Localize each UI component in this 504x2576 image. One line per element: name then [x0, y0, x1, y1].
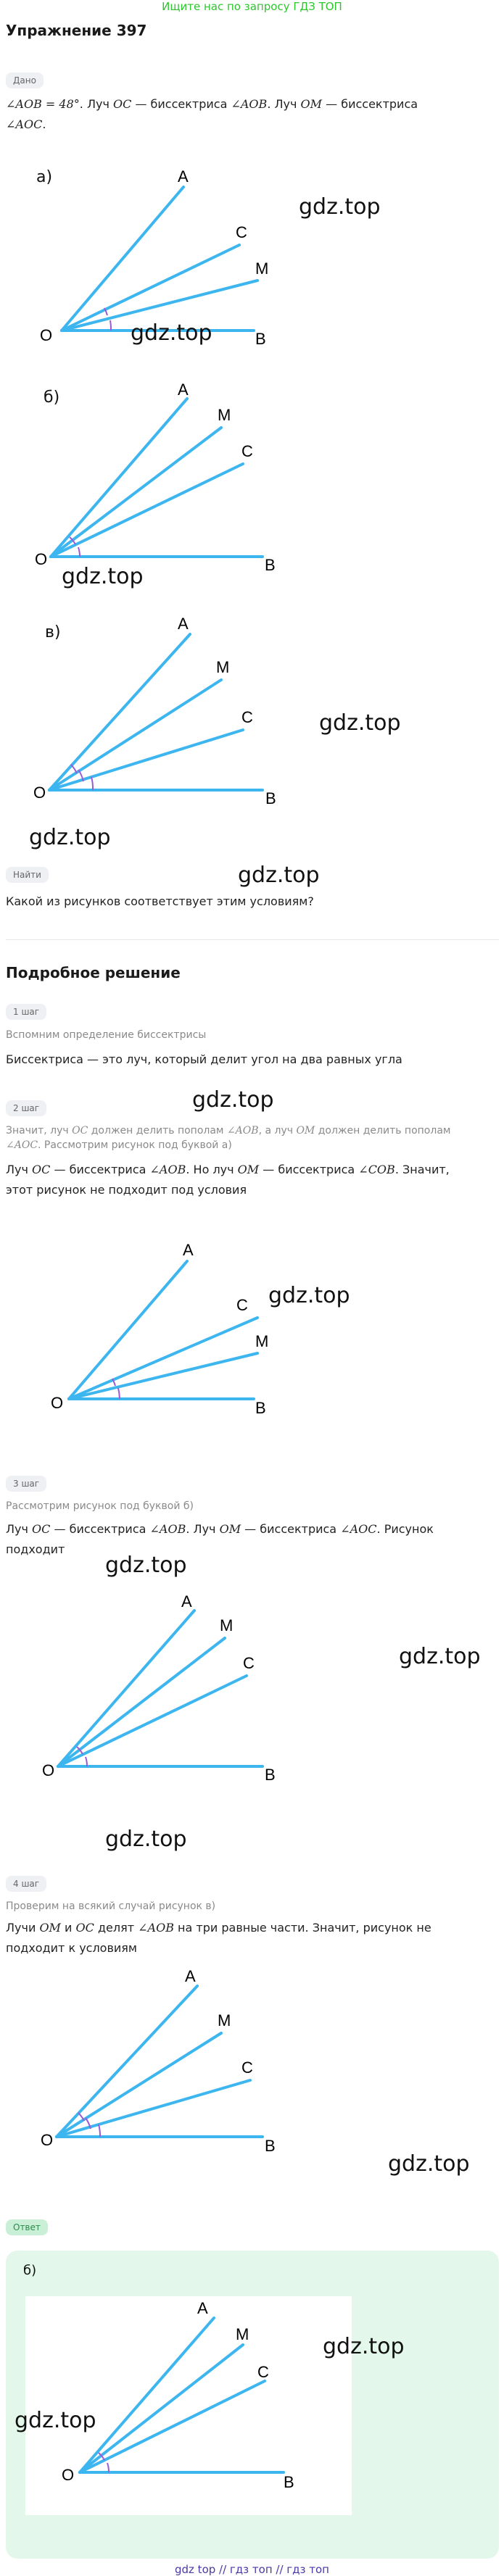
watermark: gdz.top	[299, 194, 381, 220]
text-part: Луч	[6, 1163, 33, 1176]
find-badge: Найти	[6, 867, 49, 883]
label-b: B	[265, 2137, 276, 2155]
step3-badge: 3 шаг	[6, 1476, 46, 1492]
step2-hint	[6, 1123, 499, 1152]
text-part: — биссектриса	[259, 1163, 359, 1176]
label-a: A	[185, 1967, 196, 1985]
label-o: O	[51, 1394, 64, 1412]
math-aoc: ∠AOC	[6, 117, 43, 131]
label-b: B	[255, 1399, 266, 1417]
step4-figure-rays	[57, 1986, 263, 2137]
text-part: — биссектриса	[50, 1522, 150, 1536]
ray-om	[69, 1353, 257, 1399]
label-o: O	[62, 2466, 75, 2484]
label-a: A	[197, 2299, 208, 2317]
figure-b	[0, 373, 504, 583]
label-b: B	[265, 789, 276, 807]
ray-oa	[80, 2318, 214, 2472]
watermark: gdz.top	[192, 1087, 274, 1113]
label-c: C	[243, 1654, 255, 1672]
given-text	[6, 94, 499, 135]
step1-hint: Вспомним определение биссектрисы	[6, 1029, 207, 1041]
step2-figure-rays	[69, 1261, 257, 1399]
label-a: A	[178, 615, 189, 633]
text-part: . Значит,	[394, 1163, 450, 1176]
label-b: B	[265, 556, 276, 574]
answer-letter: б)	[23, 2263, 37, 2278]
text-part: Луч	[6, 1522, 33, 1536]
text-part: — биссектриса	[241, 1522, 341, 1536]
math-oc: OC	[75, 1921, 94, 1935]
ray-oc	[69, 1318, 257, 1399]
given-badge: Дано	[6, 72, 44, 88]
step2-figure	[0, 1225, 504, 1421]
watermark: gdz.top	[15, 2408, 96, 2433]
given-part: . Луч	[79, 97, 113, 111]
answer-figure-rays	[80, 2318, 284, 2472]
math-oc: OC	[113, 97, 132, 111]
ray-oa	[58, 1611, 194, 1766]
step3-text	[6, 1519, 499, 1560]
watermark: gdz.top	[323, 2334, 405, 2359]
label-m: M	[218, 406, 231, 424]
watermark: gdz.top	[399, 1644, 481, 1669]
label-m: M	[218, 2011, 231, 2029]
math-om: OM	[296, 1125, 315, 1137]
math-om: OM	[237, 1163, 260, 1176]
label-c: C	[241, 708, 253, 726]
label-b: B	[255, 330, 266, 348]
hint-part: должен делить пополам	[88, 1125, 227, 1137]
given-part: . Луч	[267, 97, 301, 111]
hint-part: , а луч	[258, 1125, 297, 1137]
text-part: Лучи	[6, 1921, 40, 1935]
step2-text	[6, 1160, 499, 1200]
step4-hint: Проверим на всякий случай рисунок в)	[6, 1900, 216, 1912]
label-m: M	[255, 259, 269, 278]
label-o: O	[33, 784, 46, 802]
text-part: делят	[94, 1921, 139, 1935]
ray-om	[51, 428, 221, 557]
label-b: B	[284, 2473, 294, 2491]
label-c: C	[236, 223, 247, 241]
math-angle-aob-value: ∠AOB = 48°	[6, 97, 80, 111]
text-part: подходит	[6, 1542, 65, 1556]
label-a: A	[181, 1592, 192, 1611]
ray-oc	[80, 2381, 265, 2472]
label-a: A	[178, 381, 189, 399]
text-part: . Луч	[186, 1522, 220, 1536]
text-part: . Но луч	[186, 1163, 238, 1176]
label-b: B	[265, 1766, 276, 1784]
angle-arc	[91, 777, 93, 790]
watermark: gdz.top	[319, 710, 401, 736]
text-part: . Рисунок	[376, 1522, 434, 1536]
math-oc: OC	[32, 1522, 51, 1536]
text-part: на три равные части. Значит, рисунок не	[173, 1921, 431, 1935]
text-part: этот рисунок не подходит под условия	[6, 1183, 247, 1197]
label-c: C	[236, 1296, 248, 1314]
math-aoc: ∠AOC	[6, 1139, 38, 1151]
ray-oc	[62, 245, 239, 331]
hint-part: . Рассмотрим рисунок под буквой а)	[38, 1139, 232, 1151]
figure-b-letter: б)	[44, 389, 60, 407]
answer-badge: Ответ	[6, 2219, 48, 2235]
watermark: gdz.top	[131, 320, 212, 346]
label-m: M	[216, 658, 230, 676]
label-c: C	[257, 2363, 269, 2381]
label-c: C	[241, 2058, 253, 2077]
ray-oc	[51, 464, 243, 557]
step1-text: Биссектриса — это луч, который делит угол на два равных угла	[6, 1052, 402, 1066]
watermark: gdz.top	[238, 863, 320, 888]
math-aob: ∠AOB	[231, 97, 268, 111]
watermark: gdz.top	[388, 2151, 470, 2177]
step4-figure	[0, 1964, 504, 2174]
ray-oa	[62, 187, 183, 331]
step4-badge: 4 шаг	[6, 1876, 46, 1892]
ray-oc	[58, 1676, 247, 1766]
label-m: M	[236, 2325, 249, 2343]
watermark: gdz.top	[29, 825, 111, 850]
exercise-title: Упражнение 397	[6, 22, 147, 39]
math-aob: ∠AOB	[226, 1125, 259, 1137]
figure-a-letter: а)	[36, 168, 53, 186]
figure-c	[0, 605, 504, 815]
find-text: Какой из рисунков соответствует этим условиям?	[6, 894, 314, 908]
top-link[interactable]: Ищите нас по запросу ГДЗ ТОП	[162, 0, 342, 13]
step3-hint: Рассмотрим рисунок под буквой б)	[6, 1500, 194, 1512]
label-a: A	[178, 167, 189, 186]
text-part: — биссектриса	[50, 1163, 150, 1176]
given-part: — биссектриса	[322, 97, 418, 111]
ray-om	[80, 2345, 243, 2472]
figure-a	[0, 156, 504, 352]
label-o: O	[42, 1761, 55, 1779]
math-oc: OC	[32, 1163, 51, 1176]
ray-oa	[69, 1261, 187, 1399]
text-part: подходит к условиям	[6, 1941, 137, 1955]
watermark: gdz.top	[62, 564, 144, 589]
label-o: O	[41, 2131, 54, 2149]
ray-oc	[57, 2080, 250, 2137]
math-aob: ∠AOB	[149, 1522, 186, 1536]
answer-figure	[25, 2296, 352, 2515]
math-aoc: ∠AOC	[340, 1522, 377, 1536]
given-part: .	[42, 117, 46, 131]
step3-figure	[0, 1587, 504, 1798]
step2-badge: 2 шаг	[6, 1100, 46, 1116]
hint-part: Значит, луч	[6, 1125, 73, 1137]
math-om: OM	[39, 1921, 61, 1935]
angle-arc	[71, 765, 77, 773]
watermark: gdz.top	[105, 1827, 187, 1852]
math-om: OM	[219, 1522, 241, 1536]
math-oc: OC	[72, 1125, 88, 1137]
ray-oa	[51, 399, 187, 557]
watermark: gdz.top	[105, 1553, 187, 1578]
hint-part: должен делить пополам	[315, 1125, 451, 1137]
divider	[6, 939, 499, 940]
watermark: gdz.top	[268, 1283, 350, 1308]
figure-c-letter: в)	[45, 623, 61, 641]
label-o: O	[35, 550, 48, 568]
footer-links[interactable]: gdz top // гдз топ // гдз топ	[175, 2563, 329, 2576]
math-aob: ∠AOB	[149, 1163, 186, 1176]
math-cob: ∠COB	[358, 1163, 395, 1176]
label-o: O	[40, 326, 53, 344]
step4-text	[6, 1918, 499, 1958]
math-aob: ∠AOB	[138, 1921, 174, 1935]
label-c: C	[241, 442, 253, 460]
figure-c-rays	[49, 634, 263, 790]
math-om: OM	[300, 97, 323, 111]
text-part: и	[60, 1921, 76, 1935]
step1-badge: 1 шаг	[6, 1004, 46, 1020]
ray-om	[58, 1638, 225, 1766]
angle-arc	[99, 2124, 100, 2137]
angle-arc	[110, 320, 111, 331]
figure-a-rays	[62, 187, 257, 331]
given-part: — биссектриса	[131, 97, 231, 111]
solution-title: Подробное решение	[6, 964, 181, 981]
label-a: A	[183, 1241, 194, 1259]
label-m: M	[220, 1616, 234, 1634]
angle-arc	[118, 1388, 120, 1399]
label-m: M	[255, 1332, 269, 1350]
